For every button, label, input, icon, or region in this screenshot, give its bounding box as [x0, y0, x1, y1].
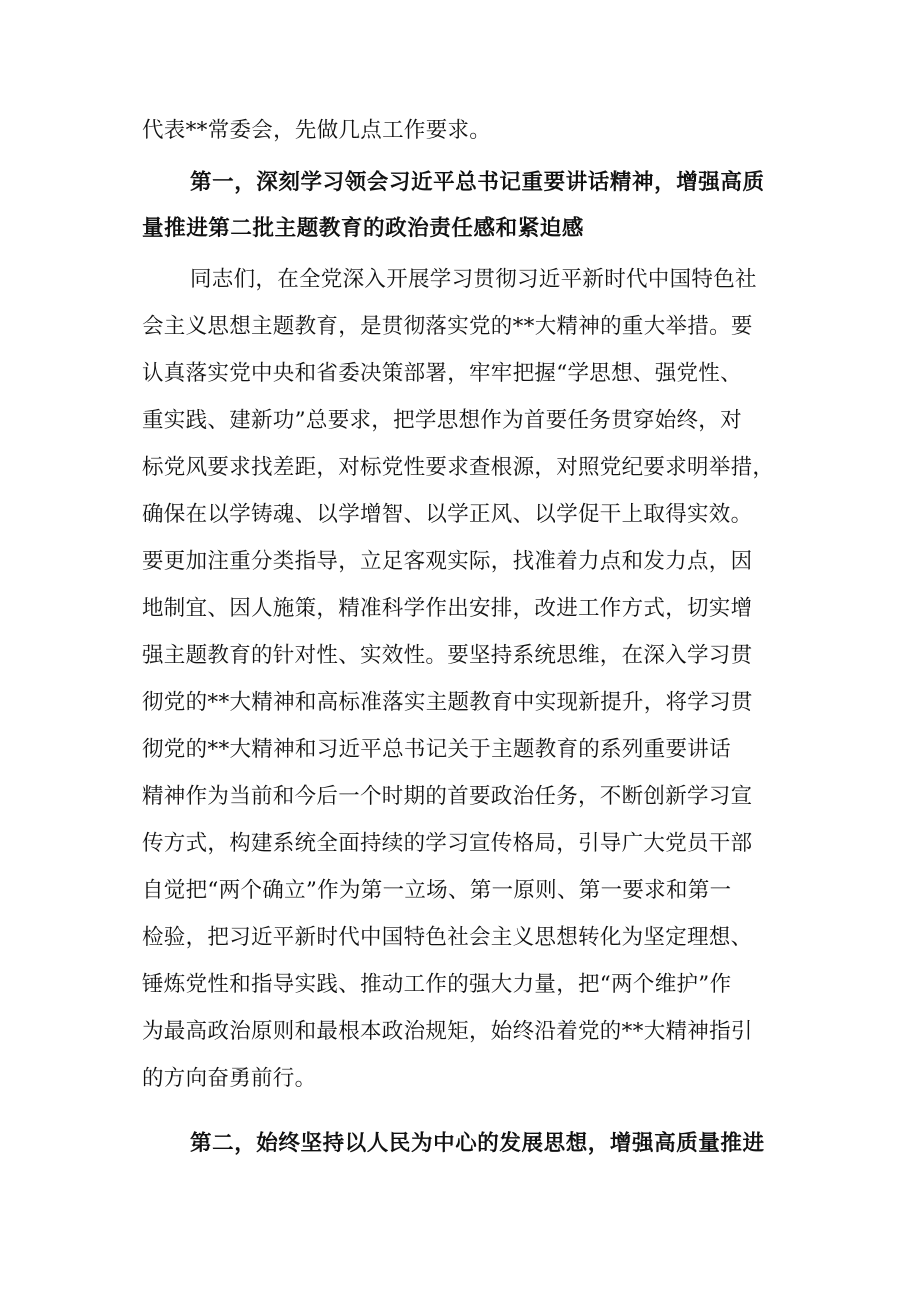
heading-2-line-1: 第二，始终坚持以人民为中心的发展思想，增强高质量推进: [190, 1131, 765, 1156]
paragraph-line: 为最高政治原则和最根本政治规矩，始终沿着党的**大精神指引: [142, 1019, 753, 1044]
paragraph-line: 传方式，构建系统全面持续的学习宣传格局，引导广大党员干部: [142, 831, 753, 856]
paragraph-line: 标党风要求找差距，对标党性要求查根源，对照党纪要求明举措，: [142, 455, 775, 480]
paragraph-line: 地制宜、因人施策，精准科学作出安排，改进工作方式，切实增: [142, 596, 753, 621]
paragraph-line: 重实践、建新功”总要求，把学思想作为首要任务贯穿始终，对: [142, 408, 742, 433]
paragraph-line: 彻党的**大精神和习近平总书记关于主题教育的系列重要讲话: [142, 737, 731, 762]
heading-1-line-2: 量推进第二批主题教育的政治责任感和紧迫感: [142, 216, 585, 241]
paragraph-line: 强主题教育的针对性、实效性。要坚持系统思维，在深入学习贯: [142, 643, 753, 668]
paragraph-line: 会主义思想主题教育，是贯彻落实党的**大精神的重大举措。要: [142, 314, 753, 339]
paragraph-line: 自觉把“两个确立”作为第一立场、第一原则、第一要求和第一: [142, 878, 732, 903]
heading-1-line-1: 第一，深刻学习领会习近平总书记重要讲话精神，增强高质: [190, 170, 765, 195]
paragraph-line: 精神作为当前和今后一个时期的首要政治任务，不断创新学习宣: [142, 784, 753, 809]
intro-line: 代表**常委会，先做几点工作要求。: [142, 118, 492, 143]
paragraph-line: 同志们，在全党深入开展学习贯彻习近平新时代中国特色社: [190, 267, 757, 292]
paragraph-line: 确保在以学铸魂、以学增智、以学正风、以学促干上取得实效。: [142, 502, 753, 527]
paragraph-line: 锤炼党性和指导实践、推动工作的强大力量，把“两个维护”作: [142, 972, 732, 997]
paragraph-line: 彻党的**大精神和高标准落实主题教育中实现新提升，将学习贯: [142, 690, 753, 715]
paragraph-line: 检验，把习近平新时代中国特色社会主义思想转化为坚定理想、: [142, 925, 753, 950]
paragraph-line: 要更加注重分类指导，立足客观实际，找准着力点和发力点，因: [142, 549, 753, 574]
paragraph-line: 的方向奋勇前行。: [142, 1066, 317, 1091]
paragraph-line: 认真落实党中央和省委决策部署，牢牢把握“学思想、强党性、: [142, 361, 742, 386]
